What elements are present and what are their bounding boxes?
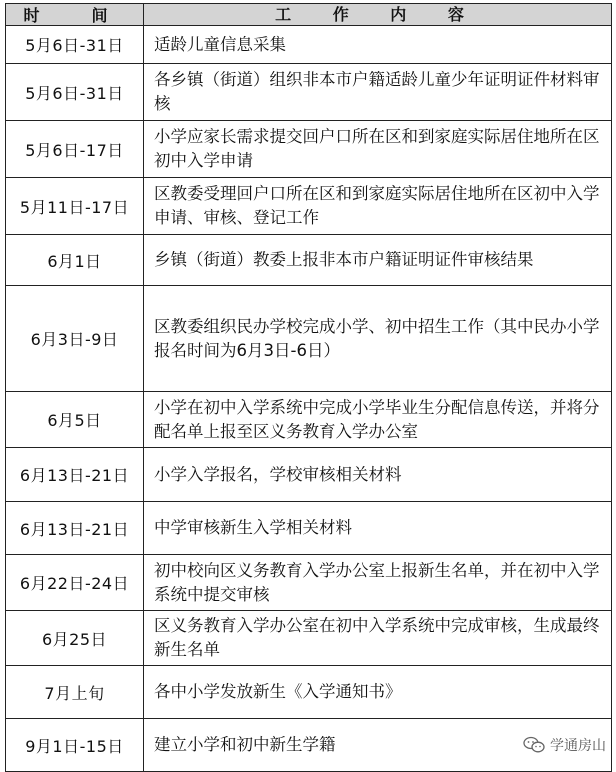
table-row xyxy=(6,25,611,63)
row-work: 小学入学报名，学校审核相关材料 xyxy=(154,464,402,484)
schedule-table xyxy=(5,3,612,772)
row-time: 6月5日 xyxy=(6,392,144,447)
row-time: 6月13日-21日 xyxy=(6,448,144,501)
table-row xyxy=(6,63,611,120)
header-time: 时 间 xyxy=(6,4,144,25)
row-work: 小学在初中入学系统中完成小学毕业生分配信息传送，并将分配名单上报至区义务教育入学办公室 xyxy=(154,397,600,441)
table-row xyxy=(6,285,611,391)
row-time: 5月6日-17日 xyxy=(6,121,144,177)
row-work: 初中校向区义务教育入学办公室上报新生名单，并在初中入学系统中提交审核 xyxy=(154,560,600,604)
row-time: 6月1日 xyxy=(6,235,144,285)
row-work: 区教委组织民办学校完成小学、初中招生工作（其中民办小学报名时间为6月3日-6日） xyxy=(154,316,600,360)
table-row xyxy=(6,718,611,771)
table-row xyxy=(6,177,611,234)
table-row xyxy=(6,554,611,610)
row-time: 6月22日-24日 xyxy=(6,555,144,610)
header-work: 工 作 内 容 xyxy=(275,4,482,24)
row-work: 区义务教育入学办公室在初中入学系统中完成审核，生成最终新生名单 xyxy=(154,616,600,659)
row-time: 6月3日-9日 xyxy=(6,286,144,391)
table-row xyxy=(6,234,611,285)
row-work: 各中小学发放新生《入学通知书》 xyxy=(154,682,402,701)
row-work: 中学审核新生入学相关材料 xyxy=(154,518,352,537)
row-time: 5月6日-31日 xyxy=(6,64,144,120)
row-time: 7月上旬 xyxy=(6,666,144,718)
row-work: 乡镇（街道）教委上报非本市户籍证明证件审核结果 xyxy=(154,250,534,269)
row-work: 各乡镇（街道）组织非本市户籍适龄儿童少年证明证件材料审核 xyxy=(154,70,600,113)
row-work: 区教委受理回户口所在区和到家庭实际居住地所在区初中入学申请、审核、登记工作 xyxy=(154,184,600,227)
table-row xyxy=(6,120,611,177)
table-row xyxy=(6,391,611,447)
row-time: 5月11日-17日 xyxy=(6,178,144,234)
table-row xyxy=(6,665,611,718)
watermark xyxy=(523,735,606,755)
table-row xyxy=(6,501,611,554)
table-row xyxy=(6,610,611,665)
chat-bubble-icon xyxy=(523,736,545,754)
row-time: 5月6日-31日 xyxy=(6,26,144,63)
row-time: 6月13日-21日 xyxy=(6,502,144,554)
row-work: 小学应家长需求提交回户口所在区和到家庭实际居住地所在区初中入学申请 xyxy=(154,127,600,170)
row-time: 9月1日-15日 xyxy=(6,719,144,771)
table-row xyxy=(6,447,611,501)
row-time: 6月25日 xyxy=(6,611,144,665)
watermark-text: 学通房山 xyxy=(550,738,606,754)
row-work: 建立小学和初中新生学籍 xyxy=(154,735,336,754)
table-header xyxy=(6,3,611,25)
row-work: 适龄儿童信息采集 xyxy=(154,34,286,54)
